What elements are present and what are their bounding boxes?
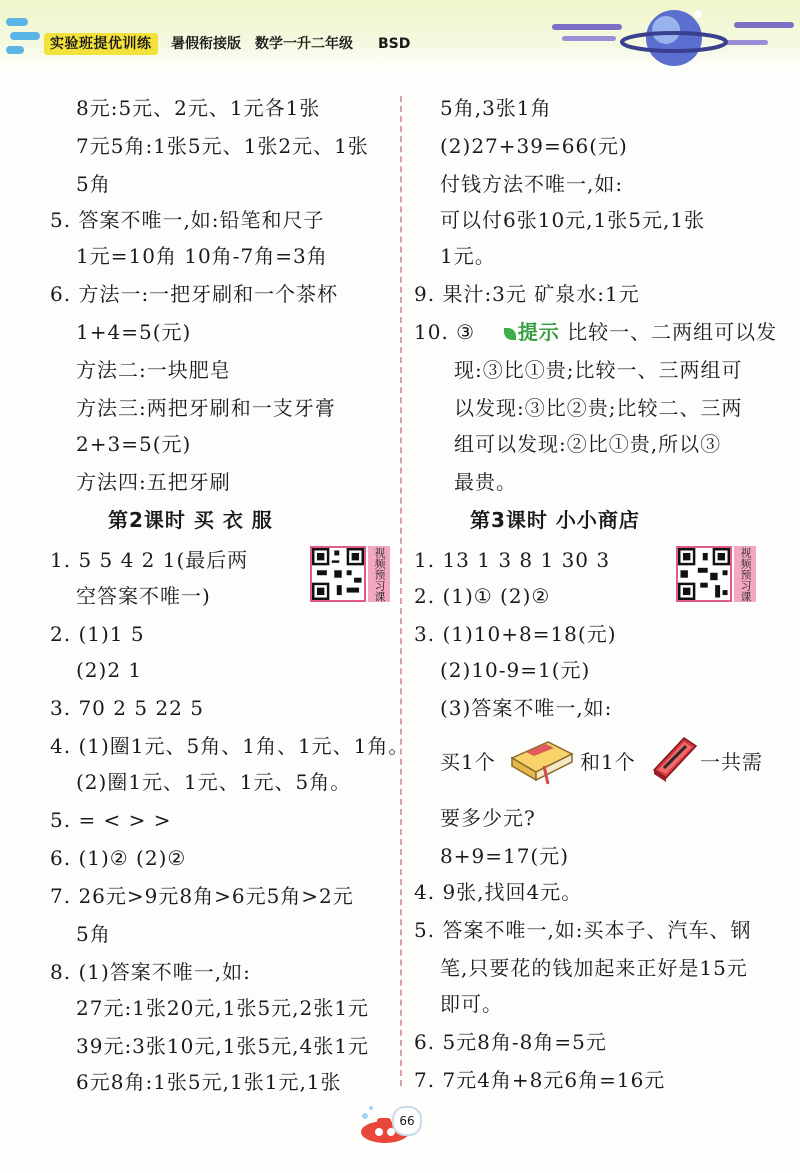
left-line-3: 5角: [76, 172, 111, 196]
right-line-22: 笔,只要花的钱加起来正好是15元: [440, 956, 748, 980]
qr-pattern-icon: [678, 548, 730, 600]
l2-answer-5: 5. = < > >: [50, 808, 172, 832]
page-number: 66: [392, 1106, 422, 1136]
answer-10-choice: 10. ③: [414, 320, 476, 344]
right-line-19: 8+9=17(元): [440, 844, 570, 868]
l3-answer-6: 6. 5元8角-8角=5元: [414, 1030, 607, 1054]
qr-label: 视频预习课: [734, 546, 756, 602]
right-line-3: 付钱方法不唯一,如:: [440, 172, 624, 196]
right-line-8: 现:③比①贵;比较一、三两组可: [454, 358, 743, 382]
left-line-9: 方法三:两把牙刷和一支牙膏: [76, 396, 336, 420]
leaf-icon: [504, 328, 516, 340]
header-stripes-icon: [6, 18, 38, 62]
answer-6: 6. 方法一:一把牙刷和一个茶杯: [50, 282, 339, 306]
left-line-25: 39元:3张10元,1张5元,4张1元: [76, 1034, 369, 1058]
l3-answer-4: 4. 9张,找回4元。: [414, 880, 583, 904]
section-lesson-3: 第3课时 小小商店: [470, 508, 640, 532]
l2-answer-3: 3. 70 2 5 22 5: [50, 696, 204, 720]
left-line-5: 1元=10角 10角-7角=3角: [76, 244, 328, 268]
right-line-17c: 一共需: [700, 750, 763, 774]
left-line-2: 7元5角:1张5元、1张2元、1张: [76, 134, 369, 158]
column-divider: [400, 96, 402, 1086]
l2-answer-2: 2. (1)1 5: [50, 622, 145, 646]
right-line-15: (2)10-9=1(元): [440, 658, 591, 682]
left-line-7: 1+4=5(元): [76, 320, 192, 344]
l2-answer-6: 6. (1)② (2)②: [50, 846, 187, 870]
planet-decoration-icon: [548, 0, 800, 72]
qr-pattern-icon: [312, 548, 364, 600]
left-line-18: (2)圈1元、1元、1元、5角。: [76, 770, 352, 794]
answer-9: 9. 果汁:3元 矿泉水:1元: [414, 282, 640, 306]
l2-answer-7: 7. 26元>9元8角>6元5角>2元: [50, 884, 354, 908]
right-line-17b: 和1个: [580, 750, 636, 774]
l3-answer-7: 7. 7元4角+8元6角=16元: [414, 1068, 666, 1092]
right-line-23: 即可。: [440, 992, 503, 1016]
left-line-22: 5角: [76, 922, 111, 946]
l3-answer-3: 3. (1)10+8=18(元): [414, 622, 617, 646]
code-label: BSD: [378, 36, 411, 52]
l3-answer-1: 1. 13 1 3 8 1 30 3: [414, 548, 611, 572]
left-line-11: 方法四:五把牙刷: [76, 470, 231, 494]
left-line-8: 方法二:一块肥皂: [76, 358, 231, 382]
left-line-15: (2)2 1: [76, 658, 143, 682]
section-lesson-2: 第2课时 买 衣 服: [108, 508, 273, 532]
left-line-26: 6元8角:1张5元,1张1元,1张: [76, 1070, 342, 1094]
hint-label: 提示: [517, 320, 560, 344]
right-line-4: 可以付6张10元,1张5元,1张: [440, 208, 706, 232]
left-line-24: 27元:1张20元,1张5元,2张1元: [76, 996, 369, 1020]
l2-answer-8: 8. (1)答案不唯一,如:: [50, 960, 251, 984]
right-line-16: (3)答案不唯一,如:: [440, 696, 613, 720]
qr-code-icon[interactable]: [310, 546, 366, 602]
answer-10: [414, 318, 777, 346]
left-line-13: 空答案不唯一): [76, 584, 211, 608]
right-line-10: 组可以发现:②比①贵,所以③: [454, 432, 722, 456]
right-line-11: 最贵。: [454, 470, 517, 494]
right-line-1: 5角,3张1角: [440, 96, 552, 120]
right-line-17a: 买1个: [440, 750, 496, 774]
series-title: 实验班提优训练: [44, 33, 158, 55]
edition-label: 暑假衔接版: [171, 36, 241, 52]
right-line-18: 要多少元?: [440, 806, 536, 830]
qr-label: 视频预习课: [368, 546, 390, 602]
qr-code-right[interactable]: [676, 546, 758, 602]
notebook-icon: [508, 736, 576, 786]
right-line-9: 以发现:③比②贵;比较二、三两: [454, 396, 743, 420]
qr-code-icon[interactable]: [676, 546, 732, 602]
right-line-5: 1元。: [440, 244, 496, 268]
left-line-10: 2+3=5(元): [76, 432, 192, 456]
l2-answer-4: 4. (1)圈1元、5角、1角、1元、1角。: [50, 734, 410, 758]
pencil-case-icon: [650, 732, 700, 786]
l3-answer-2: 2. (1)① (2)②: [414, 584, 551, 608]
left-line-1: 8元:5元、2元、1元各1张: [76, 96, 321, 120]
hint-text: 比较一、二两组可以发: [567, 320, 778, 344]
answer-5: 5. 答案不唯一,如:铅笔和尺子: [50, 208, 325, 232]
l2-answer-1: 1. 5 5 4 2 1(最后两: [50, 548, 249, 572]
subject-label: 数学一升二年级: [255, 36, 353, 52]
hint-badge: [504, 320, 560, 344]
page-header: [0, 0, 800, 66]
l3-answer-5: 5. 答案不唯一,如:买本子、汽车、钢: [414, 918, 752, 942]
right-line-2: (2)27+39=66(元): [440, 134, 628, 158]
qr-code-left[interactable]: [310, 546, 392, 602]
